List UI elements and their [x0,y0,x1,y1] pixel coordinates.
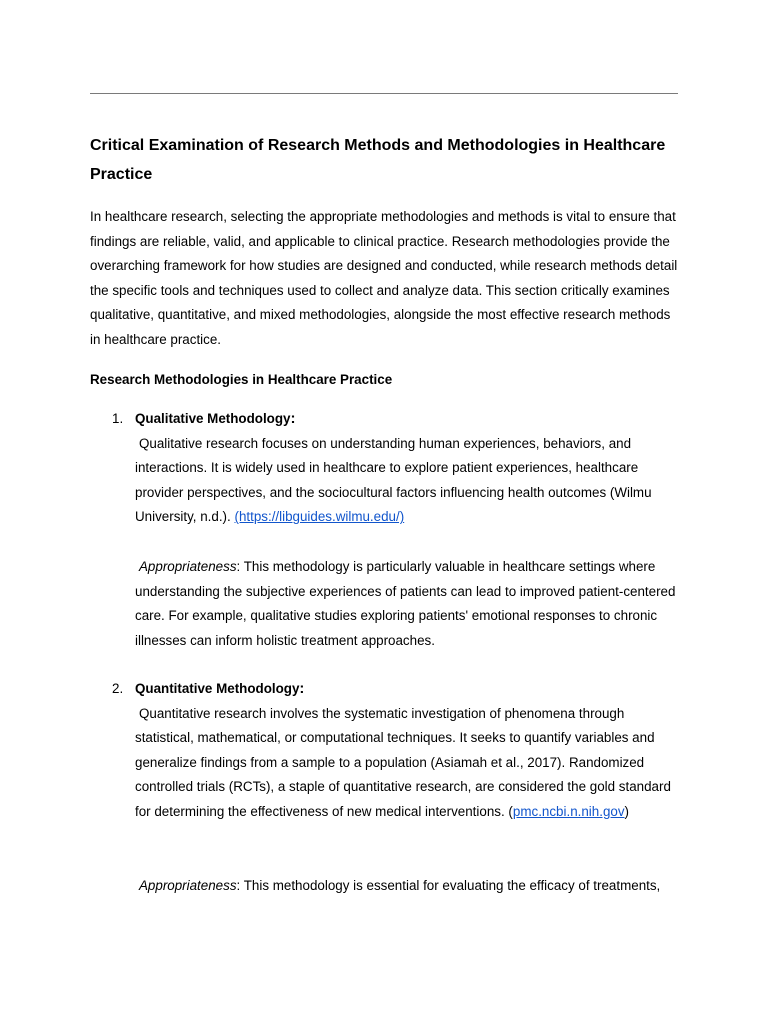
document-title: Critical Examination of Research Methods and Methodologies in Healthcare Practice [90,137,666,183]
reference-link[interactable]: (https://libguides.wilmu.edu/) [234,509,405,525]
reference-link[interactable]: pmc.ncbi.n.nih.gov [512,803,625,819]
appropriateness-text: : This methodology is essential for evaluating the efficacy of treatments, [236,878,661,893]
appropriateness-text: : This methodology is particularly valuable in healthcare settings where understanding the subjective experiences of patients can lead to improved patient-centered care. For example, qualitative studies exploring patients' emotional responses to chronic illnesses can inform holistic treatment approaches. [135,559,676,648]
item-heading [135,677,304,702]
link-open-paren: ( [508,803,513,819]
item-heading-text: Quantitative Methodology [135,681,300,696]
appropriateness-paragraph [135,555,683,653]
horizontal-rule [90,93,678,94]
item-heading-text: Qualitative Methodology [135,411,291,426]
list-number: 2. [112,681,124,696]
list-number: 1. [112,411,124,426]
item-heading [135,407,296,432]
item-body-text: Qualitative research focuses on understanding human experiences, behaviors, and interactions. It is widely used in healthcare to explore patient experiences, healthcare provider perspectives, and the sociocultural factors influencing health outcomes (Wilmu University, n.d.). [135,435,652,525]
item-body-text: Quantitative research involves the systematic investigation of phenomena through statistical, mathematical, or computational techniques. It seeks to quantify variables and generalize findings from a sample to a population (Asiamah et al., 2017). Randomized controlled trials (RCTs), a staple of quantitative research, are considered the gold standard for determining the effectiveness of new medical interventions. [135,705,671,819]
intro-paragraph: In healthcare research, selecting the appropriate methodologies and methods is vital to ensure that findings are reliable, valid, and applicable to clinical practice. Research methodologies provide the overarching framework for how studies are designed and conducted, while research methods detail the specific tools and techniques used to collect and analyze data. This section critically examines qualitative, quantitative, and mixed methodologies, alongside the most effective research methods in healthcare practice. [90,209,678,347]
appropriateness-label: Appropriateness [139,878,237,893]
section-heading: Research Methodologies in Healthcare Practice [90,372,393,387]
link-close-paren: ) [624,803,630,819]
item-heading-colon: : [299,680,305,697]
appropriateness-paragraph [135,874,683,899]
item-body [135,702,680,825]
item-heading-colon: : [290,410,296,427]
item-body [135,432,680,530]
appropriateness-label: Appropriateness [139,559,237,574]
